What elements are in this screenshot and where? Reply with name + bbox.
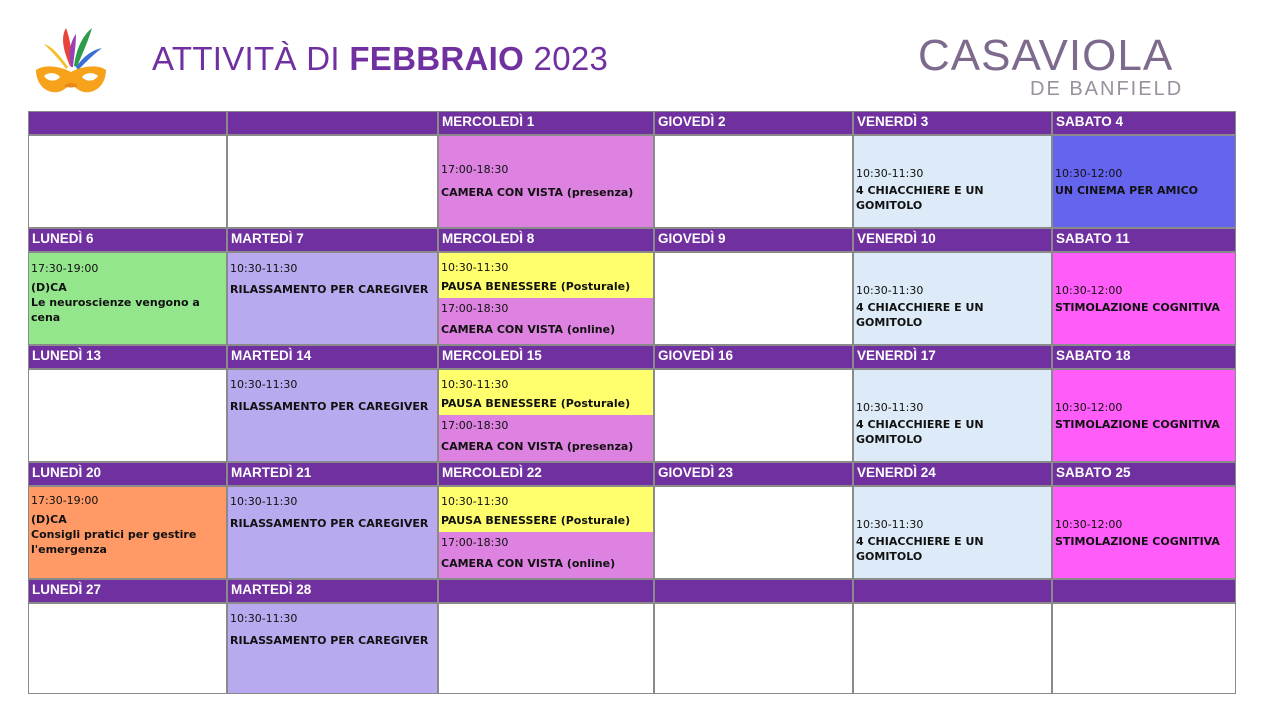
event-dca xyxy=(29,253,226,344)
event-camera-con-vista xyxy=(439,298,653,344)
event-cinema xyxy=(1053,136,1235,227)
day-header xyxy=(29,112,226,134)
day-header: VENERDÌ 24 xyxy=(854,463,1051,485)
event-rilassamento xyxy=(228,604,437,693)
event-name: RILASSAMENTO PER CAREGIVER xyxy=(230,400,429,413)
event-time: 10:30-11:30 xyxy=(230,495,298,508)
event-4-chiacchiere xyxy=(854,136,1051,227)
day-header: SABATO 25 xyxy=(1053,463,1235,485)
day-cell xyxy=(439,370,653,461)
event-name: RILASSAMENTO PER CAREGIVER xyxy=(230,283,429,296)
event-4-chiacchiere xyxy=(854,253,1051,344)
day-header: LUNEDÌ 27 xyxy=(29,580,226,602)
event-camera-con-vista xyxy=(439,532,653,578)
event-name: STIMOLAZIONE COGNITIVA xyxy=(1055,418,1220,431)
event-time: 17:00-18:30 xyxy=(441,302,509,315)
day-cell xyxy=(439,487,653,578)
event-camera-con-vista xyxy=(439,136,653,227)
event-time: 10:30-11:30 xyxy=(856,167,924,180)
page-title xyxy=(152,40,608,78)
event-time: 10:30-11:30 xyxy=(856,401,924,414)
event-pausa-benessere xyxy=(439,253,653,298)
event-name: 4 CHIACCHIERE E UN GOMITOLO xyxy=(856,535,984,563)
day-header: LUNEDÌ 6 xyxy=(29,229,226,251)
title-prefix: ATTIVITÀ DI xyxy=(152,40,340,77)
day-cell xyxy=(854,136,1051,227)
day-cell xyxy=(655,253,852,344)
day-header: MERCOLEDÌ 1 xyxy=(439,112,653,134)
event-time: 10:30-11:30 xyxy=(230,262,298,275)
event-name: RILASSAMENTO PER CAREGIVER xyxy=(230,634,429,647)
day-cell xyxy=(29,604,226,693)
day-header: VENERDÌ 3 xyxy=(854,112,1051,134)
event-4-chiacchiere xyxy=(854,487,1051,578)
day-header: GIOVEDÌ 23 xyxy=(655,463,852,485)
day-header: MARTEDÌ 7 xyxy=(228,229,437,251)
day-cell xyxy=(29,136,226,227)
event-time: 10:30-11:30 xyxy=(441,261,509,274)
day-cell xyxy=(439,604,653,693)
event-name: PAUSA BENESSERE (Posturale) xyxy=(441,397,631,410)
event-time: 10:30-12:00 xyxy=(1055,518,1123,531)
event-name: UN CINEMA PER AMICO xyxy=(1055,184,1198,197)
casa-viola-logo xyxy=(918,30,1193,102)
event-dca xyxy=(29,487,226,578)
event-name: PAUSA BENESSERE (Posturale) xyxy=(441,514,631,527)
event-name: (D)CA xyxy=(31,281,67,294)
day-cell xyxy=(228,136,437,227)
event-name: STIMOLAZIONE COGNITIVA xyxy=(1055,535,1220,548)
event-rilassamento xyxy=(228,487,437,578)
event-name: RILASSAMENTO PER CAREGIVER xyxy=(230,517,429,530)
day-header: LUNEDÌ 13 xyxy=(29,346,226,368)
day-cell xyxy=(228,253,437,344)
event-stimolazione-cognitiva xyxy=(1053,253,1235,344)
day-cell xyxy=(854,370,1051,461)
event-pausa-benessere xyxy=(439,487,653,532)
day-header: GIOVEDÌ 9 xyxy=(655,229,852,251)
day-cell xyxy=(1053,370,1235,461)
title-month: FEBBRAIO xyxy=(349,40,525,77)
day-cell xyxy=(29,253,226,344)
day-cell xyxy=(439,253,653,344)
day-header: MERCOLEDÌ 22 xyxy=(439,463,653,485)
event-time: 17:00-18:30 xyxy=(441,536,509,549)
day-cell xyxy=(655,136,852,227)
day-cell xyxy=(1053,253,1235,344)
event-name: STIMOLAZIONE COGNITIVA xyxy=(1055,301,1220,314)
brand-subtitle: DE BANFIELD xyxy=(1030,78,1184,100)
event-rilassamento xyxy=(228,253,437,344)
event-camera-con-vista xyxy=(439,415,653,461)
event-name: PAUSA BENESSERE (Posturale) xyxy=(441,280,631,293)
day-header: MERCOLEDÌ 15 xyxy=(439,346,653,368)
title-year: 2023 xyxy=(533,40,609,77)
event-name: CAMERA CON VISTA (presenza) xyxy=(441,440,634,453)
day-header: VENERDÌ 10 xyxy=(854,229,1051,251)
day-header: SABATO 11 xyxy=(1053,229,1235,251)
day-cell xyxy=(655,604,852,693)
carnival-mask-logo xyxy=(30,22,112,100)
event-time: 17:30-19:00 xyxy=(31,494,99,507)
day-cell xyxy=(655,487,852,578)
event-name: 4 CHIACCHIERE E UN GOMITOLO xyxy=(856,184,984,212)
event-time: 10:30-11:30 xyxy=(230,612,298,625)
event-stimolazione-cognitiva xyxy=(1053,370,1235,461)
event-name: (D)CA xyxy=(31,513,67,526)
event-time: 10:30-11:30 xyxy=(441,378,509,391)
event-4-chiacchiere xyxy=(854,370,1051,461)
day-cell xyxy=(228,370,437,461)
day-header xyxy=(439,580,653,602)
event-time: 17:30-19:00 xyxy=(31,262,99,275)
day-header: MARTEDÌ 28 xyxy=(228,580,437,602)
day-header: VENERDÌ 17 xyxy=(854,346,1051,368)
event-name: CAMERA CON VISTA (presenza) xyxy=(441,186,634,199)
event-description: Le neuroscienze vengono a cena xyxy=(31,296,200,324)
event-time: 17:00-18:30 xyxy=(441,163,509,176)
day-cell xyxy=(854,604,1051,693)
event-name: CAMERA CON VISTA (online) xyxy=(441,557,616,570)
event-time: 10:30-11:30 xyxy=(856,284,924,297)
day-cell xyxy=(228,604,437,693)
event-name: 4 CHIACCHIERE E UN GOMITOLO xyxy=(856,418,984,446)
day-header: GIOVEDÌ 2 xyxy=(655,112,852,134)
brand-name: CASAVIOLA xyxy=(918,31,1174,80)
event-time: 10:30-12:00 xyxy=(1055,401,1123,414)
event-name: 4 CHIACCHIERE E UN GOMITOLO xyxy=(856,301,984,329)
event-time: 10:30-12:00 xyxy=(1055,167,1123,180)
day-cell xyxy=(655,370,852,461)
event-time: 17:00-18:30 xyxy=(441,419,509,432)
event-time: 10:30-11:30 xyxy=(230,378,298,391)
day-cell xyxy=(1053,136,1235,227)
day-header: MERCOLEDÌ 8 xyxy=(439,229,653,251)
day-header: MARTEDÌ 21 xyxy=(228,463,437,485)
day-header xyxy=(655,580,852,602)
day-header xyxy=(1053,580,1235,602)
event-pausa-benessere xyxy=(439,370,653,415)
day-header: SABATO 4 xyxy=(1053,112,1235,134)
event-time: 10:30-11:30 xyxy=(856,518,924,531)
day-cell xyxy=(1053,487,1235,578)
day-header: GIOVEDÌ 16 xyxy=(655,346,852,368)
day-cell xyxy=(1053,604,1235,693)
day-cell xyxy=(439,136,653,227)
day-cell xyxy=(854,487,1051,578)
event-description: Consigli pratici per gestire l'emergenza xyxy=(31,528,197,556)
day-header xyxy=(854,580,1051,602)
event-name: CAMERA CON VISTA (online) xyxy=(441,323,616,336)
day-header: MARTEDÌ 14 xyxy=(228,346,437,368)
day-header: SABATO 18 xyxy=(1053,346,1235,368)
day-cell xyxy=(29,370,226,461)
event-time: 10:30-11:30 xyxy=(441,495,509,508)
day-header xyxy=(228,112,437,134)
day-header: LUNEDÌ 20 xyxy=(29,463,226,485)
event-rilassamento xyxy=(228,370,437,461)
day-cell xyxy=(854,253,1051,344)
event-stimolazione-cognitiva xyxy=(1053,487,1235,578)
calendar-grid xyxy=(28,111,1236,694)
day-cell xyxy=(29,487,226,578)
day-cell xyxy=(228,487,437,578)
event-time: 10:30-12:00 xyxy=(1055,284,1123,297)
